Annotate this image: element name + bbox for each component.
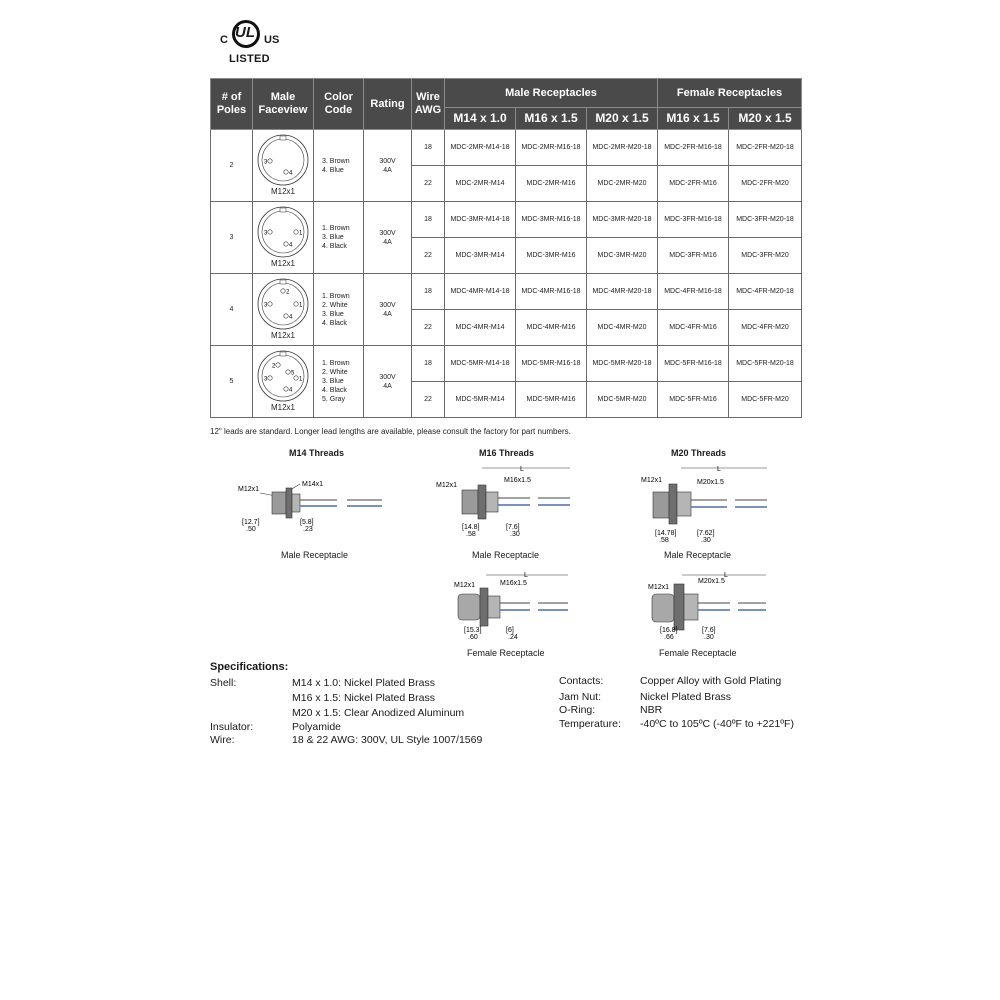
color-code-item: 4. Black xyxy=(322,243,347,250)
poles-count: 4 xyxy=(211,274,253,346)
part-number: MDC-2MR-M16 xyxy=(516,166,587,202)
svg-text:3: 3 xyxy=(264,376,268,382)
male-faceview xyxy=(253,130,314,202)
header-thread-4: M20 x 1.5 xyxy=(729,108,802,130)
rating xyxy=(364,346,412,418)
wire-awg: 18 xyxy=(412,130,445,166)
color-code-item: 1. Brown xyxy=(322,292,350,300)
part-number: MDC-5MR-M20-18 xyxy=(587,346,658,382)
color-code-item: 2. White xyxy=(322,301,348,309)
color-code-item: 4. Black xyxy=(322,319,347,327)
part-number: MDC-3MR-M14-18 xyxy=(445,202,516,238)
part-number: MDC-2MR-M20-18 xyxy=(587,130,658,166)
part-number: MDC-3FR-M20 xyxy=(729,238,802,274)
part-number: MDC-5FR-M20 xyxy=(729,382,802,418)
wire-awg: 18 xyxy=(412,274,445,310)
table-row xyxy=(211,130,802,166)
svg-text:M20x1.5: M20x1.5 xyxy=(697,479,724,486)
svg-text:1: 1 xyxy=(299,302,303,308)
header-rating: Rating xyxy=(364,79,412,130)
poles-count: 3 xyxy=(211,202,253,274)
wire-awg: 18 xyxy=(412,202,445,238)
svg-text:[6]: [6] xyxy=(506,627,514,634)
part-number: MDC-3MR-M20-18 xyxy=(587,202,658,238)
part-number: MDC-4MR-M14 xyxy=(445,310,516,346)
color-code-item: 4. Black xyxy=(322,387,347,394)
color-code-item: 2. White xyxy=(322,369,348,376)
svg-text:3: 3 xyxy=(264,159,268,165)
svg-text:.30: .30 xyxy=(704,634,714,641)
part-number-table xyxy=(210,78,802,418)
part-number: MDC-5MR-M16 xyxy=(516,382,587,418)
svg-text:M12x1: M12x1 xyxy=(436,482,458,489)
svg-text:4: 4 xyxy=(289,170,293,176)
spec-shell-value-3: M20 x 1.5: Clear Anodized Aluminum xyxy=(292,707,465,719)
m20-male-receptacle-drawing xyxy=(637,462,777,544)
m16-title: M16 Threads xyxy=(479,448,535,458)
ul-mark: UL xyxy=(235,24,255,41)
part-number: MDC-3MR-M14 xyxy=(445,238,516,274)
poles-count: 2 xyxy=(211,130,253,202)
m16-male-caption: Male Receptacle xyxy=(472,550,540,560)
part-number: MDC-4FR-M16-18 xyxy=(658,274,729,310)
svg-text:.30: .30 xyxy=(510,531,520,538)
face-label: M12x1 xyxy=(270,330,295,340)
part-number: MDC-2MR-M20 xyxy=(587,166,658,202)
svg-text:[7.6]: [7.6] xyxy=(506,524,520,531)
svg-text:.50: .50 xyxy=(246,526,256,533)
face-label: M12x1 xyxy=(270,186,295,196)
table-row xyxy=(211,202,802,238)
part-number: MDC-5FR-M16-18 xyxy=(658,346,729,382)
header-thread-2: M20 x 1.5 xyxy=(587,108,658,130)
part-number: MDC-3FR-M16 xyxy=(658,238,729,274)
part-number: MDC-4FR-M20 xyxy=(729,310,802,346)
part-number: MDC-4FR-M16 xyxy=(658,310,729,346)
color-code-item: 1. Brown xyxy=(322,360,350,367)
color-code-item: 4. Blue xyxy=(322,166,344,174)
m20-female-caption: Female Receptacle xyxy=(659,648,737,658)
rating-value: 4A xyxy=(383,238,392,246)
spec-temperature-label: Temperature: xyxy=(559,718,621,730)
table-row xyxy=(211,346,802,382)
lead-length-note: 12" leads are standard. Longer lead lengths are available, please consult the factory for part numbers. xyxy=(210,427,571,436)
svg-text:L: L xyxy=(724,572,728,579)
rating-value: 300V xyxy=(379,301,396,309)
svg-text:1: 1 xyxy=(299,376,303,382)
part-number: MDC-2MR-M14 xyxy=(445,166,516,202)
svg-text:L: L xyxy=(520,466,524,473)
part-number: MDC-2FR-M16 xyxy=(658,166,729,202)
header-male-receptacles: Male Receptacles xyxy=(445,79,658,108)
wire-awg: 18 xyxy=(412,346,445,382)
svg-text:4: 4 xyxy=(289,314,293,320)
svg-text:M16x1.5: M16x1.5 xyxy=(500,580,527,587)
ul-c-mark: C xyxy=(220,34,228,46)
rating-value: 4A xyxy=(383,166,392,174)
specs-title: Specifications: xyxy=(210,661,289,673)
svg-text:M12x1: M12x1 xyxy=(238,486,260,493)
part-number: MDC-5MR-M14 xyxy=(445,382,516,418)
ul-listed-logo xyxy=(218,20,282,68)
svg-text:2: 2 xyxy=(272,363,276,369)
svg-text:[16.8]: [16.8] xyxy=(660,627,678,634)
part-number: MDC-2MR-M14-18 xyxy=(445,130,516,166)
svg-text:.60: .60 xyxy=(468,634,478,641)
spec-wire-value: 18 & 22 AWG: 300V, UL Style 1007/1569 xyxy=(292,734,483,746)
svg-text:L: L xyxy=(717,466,721,473)
spec-wire-label: Wire: xyxy=(210,734,235,746)
rating xyxy=(364,274,412,346)
spec-contacts-value: Copper Alloy with Gold Plating xyxy=(640,675,782,687)
part-number: MDC-5MR-M20 xyxy=(587,382,658,418)
spec-shell-value-1: M14 x 1.0: Nickel Plated Brass xyxy=(292,677,435,689)
wire-awg: 22 xyxy=(412,238,445,274)
svg-text:.66: .66 xyxy=(664,634,674,641)
part-number: MDC-4FR-M20-18 xyxy=(729,274,802,310)
m20-male-caption: Male Receptacle xyxy=(664,550,732,560)
rating xyxy=(364,202,412,274)
part-number: MDC-3MR-M16-18 xyxy=(516,202,587,238)
header-faceview: Male Faceview xyxy=(253,79,314,130)
color-code-list xyxy=(314,130,364,202)
m16-female-caption: Female Receptacle xyxy=(467,648,545,658)
color-code-list xyxy=(314,202,364,274)
color-code-list xyxy=(314,346,364,418)
male-faceview xyxy=(253,346,314,418)
svg-text:2: 2 xyxy=(286,289,290,295)
svg-text:L: L xyxy=(524,572,528,579)
svg-text:[14.78]: [14.78] xyxy=(655,530,677,537)
color-code-item: 3. Blue xyxy=(322,378,344,385)
svg-text:5: 5 xyxy=(291,370,295,376)
svg-text:.24: .24 xyxy=(508,634,518,641)
rating-value: 4A xyxy=(383,310,392,318)
part-number: MDC-5MR-M16-18 xyxy=(516,346,587,382)
header-female-receptacles: Female Receptacles xyxy=(658,79,802,108)
svg-text:4: 4 xyxy=(289,387,293,393)
svg-text:.58: .58 xyxy=(466,531,476,538)
header-thread-3: M16 x 1.5 xyxy=(658,108,729,130)
part-number: MDC-3MR-M16 xyxy=(516,238,587,274)
svg-text:1: 1 xyxy=(299,230,303,236)
part-number: MDC-4MR-M16 xyxy=(516,310,587,346)
m16-female-receptacle-drawing xyxy=(446,570,576,642)
male-faceview xyxy=(253,202,314,274)
svg-text:M14x1: M14x1 xyxy=(302,481,324,488)
rating-value: 300V xyxy=(379,229,396,237)
header-color-code: Color Code xyxy=(314,79,364,130)
header-thread-0: M14 x 1.0 xyxy=(445,108,516,130)
svg-text:3: 3 xyxy=(264,230,268,236)
part-number: MDC-3MR-M20 xyxy=(587,238,658,274)
part-number: MDC-3FR-M16-18 xyxy=(658,202,729,238)
part-number: MDC-4MR-M20-18 xyxy=(587,274,658,310)
part-number: MDC-2FR-M20-18 xyxy=(729,130,802,166)
color-code-item: 3. Brown xyxy=(322,157,350,165)
face-label: M12x1 xyxy=(270,258,295,268)
color-code-item: 1. Brown xyxy=(322,225,350,232)
header-wire-awg: Wire AWG xyxy=(412,79,445,130)
spec-shell-label: Shell: xyxy=(210,677,237,689)
m14-title: M14 Threads xyxy=(289,448,345,458)
wire-awg: 22 xyxy=(412,166,445,202)
spec-jamnut-value: Nickel Plated Brass xyxy=(640,691,732,703)
color-code-item: 3. Blue xyxy=(322,310,344,318)
part-number: MDC-4MR-M14-18 xyxy=(445,274,516,310)
part-number: MDC-4MR-M16-18 xyxy=(516,274,587,310)
part-number: MDC-4MR-M20 xyxy=(587,310,658,346)
color-code-item: 5. Gray xyxy=(322,396,345,403)
m20-title: M20 Threads xyxy=(671,448,727,458)
part-number: MDC-5FR-M16 xyxy=(658,382,729,418)
m14-male-receptacle-drawing xyxy=(232,462,392,540)
m14-caption: Male Receptacle xyxy=(281,550,349,560)
svg-text:[12.7]: [12.7] xyxy=(242,519,260,526)
ul-us-mark: US xyxy=(264,34,280,46)
part-number: MDC-2FR-M20 xyxy=(729,166,802,202)
wire-awg: 22 xyxy=(412,382,445,418)
svg-text:M12x1: M12x1 xyxy=(454,582,476,589)
spec-insulator-value: Polyamide xyxy=(292,721,342,733)
spec-insulator-label: Insulator: xyxy=(210,721,254,733)
rating xyxy=(364,130,412,202)
color-code-list xyxy=(314,274,364,346)
poles-count: 5 xyxy=(211,346,253,418)
svg-text:.30: .30 xyxy=(701,537,711,544)
svg-text:[7.6]: [7.6] xyxy=(702,627,716,634)
ul-listed-text: LISTED xyxy=(229,53,270,65)
svg-text:[15.3]: [15.3] xyxy=(464,627,482,634)
part-number: MDC-5MR-M14-18 xyxy=(445,346,516,382)
spec-contacts-label: Contacts: xyxy=(559,675,604,687)
svg-text:4: 4 xyxy=(289,242,293,248)
svg-text:[14.8]: [14.8] xyxy=(462,524,480,531)
spec-temperature-value: -40ºC to 105ºC (-40ºF to +221ºF) xyxy=(640,718,794,730)
table-row xyxy=(211,274,802,310)
m20-female-receptacle-drawing xyxy=(638,570,778,642)
rating-value: 300V xyxy=(379,373,396,381)
svg-text:.23: .23 xyxy=(303,526,313,533)
svg-text:M20x1.5: M20x1.5 xyxy=(698,578,725,585)
part-number: MDC-2MR-M16-18 xyxy=(516,130,587,166)
spec-jamnut-label: Jam Nut: xyxy=(559,691,602,703)
svg-text:.58: .58 xyxy=(659,537,669,544)
svg-text:M12x1: M12x1 xyxy=(648,584,670,591)
part-number: MDC-5FR-M20-18 xyxy=(729,346,802,382)
header-poles: # of Poles xyxy=(211,79,253,130)
part-number: MDC-2FR-M16-18 xyxy=(658,130,729,166)
svg-text:M12x1: M12x1 xyxy=(641,477,663,484)
spec-oring-value: NBR xyxy=(640,704,663,716)
spec-shell-value-2: M16 x 1.5: Nickel Plated Brass xyxy=(292,692,435,704)
face-label: M12x1 xyxy=(270,402,295,412)
svg-text:3: 3 xyxy=(264,302,268,308)
svg-text:M16x1.5: M16x1.5 xyxy=(504,477,531,484)
rating-value: 300V xyxy=(379,157,396,165)
wire-awg: 22 xyxy=(412,310,445,346)
male-faceview xyxy=(253,274,314,346)
svg-text:[7.62]: [7.62] xyxy=(697,530,715,537)
svg-text:[5.8]: [5.8] xyxy=(300,519,314,526)
rating-value: 4A xyxy=(383,382,392,390)
part-number: MDC-3FR-M20-18 xyxy=(729,202,802,238)
spec-oring-label: O-Ring: xyxy=(559,704,596,716)
color-code-item: 3. Blue xyxy=(322,234,344,241)
m16-male-receptacle-drawing xyxy=(432,462,582,544)
header-thread-1: M16 x 1.5 xyxy=(516,108,587,130)
